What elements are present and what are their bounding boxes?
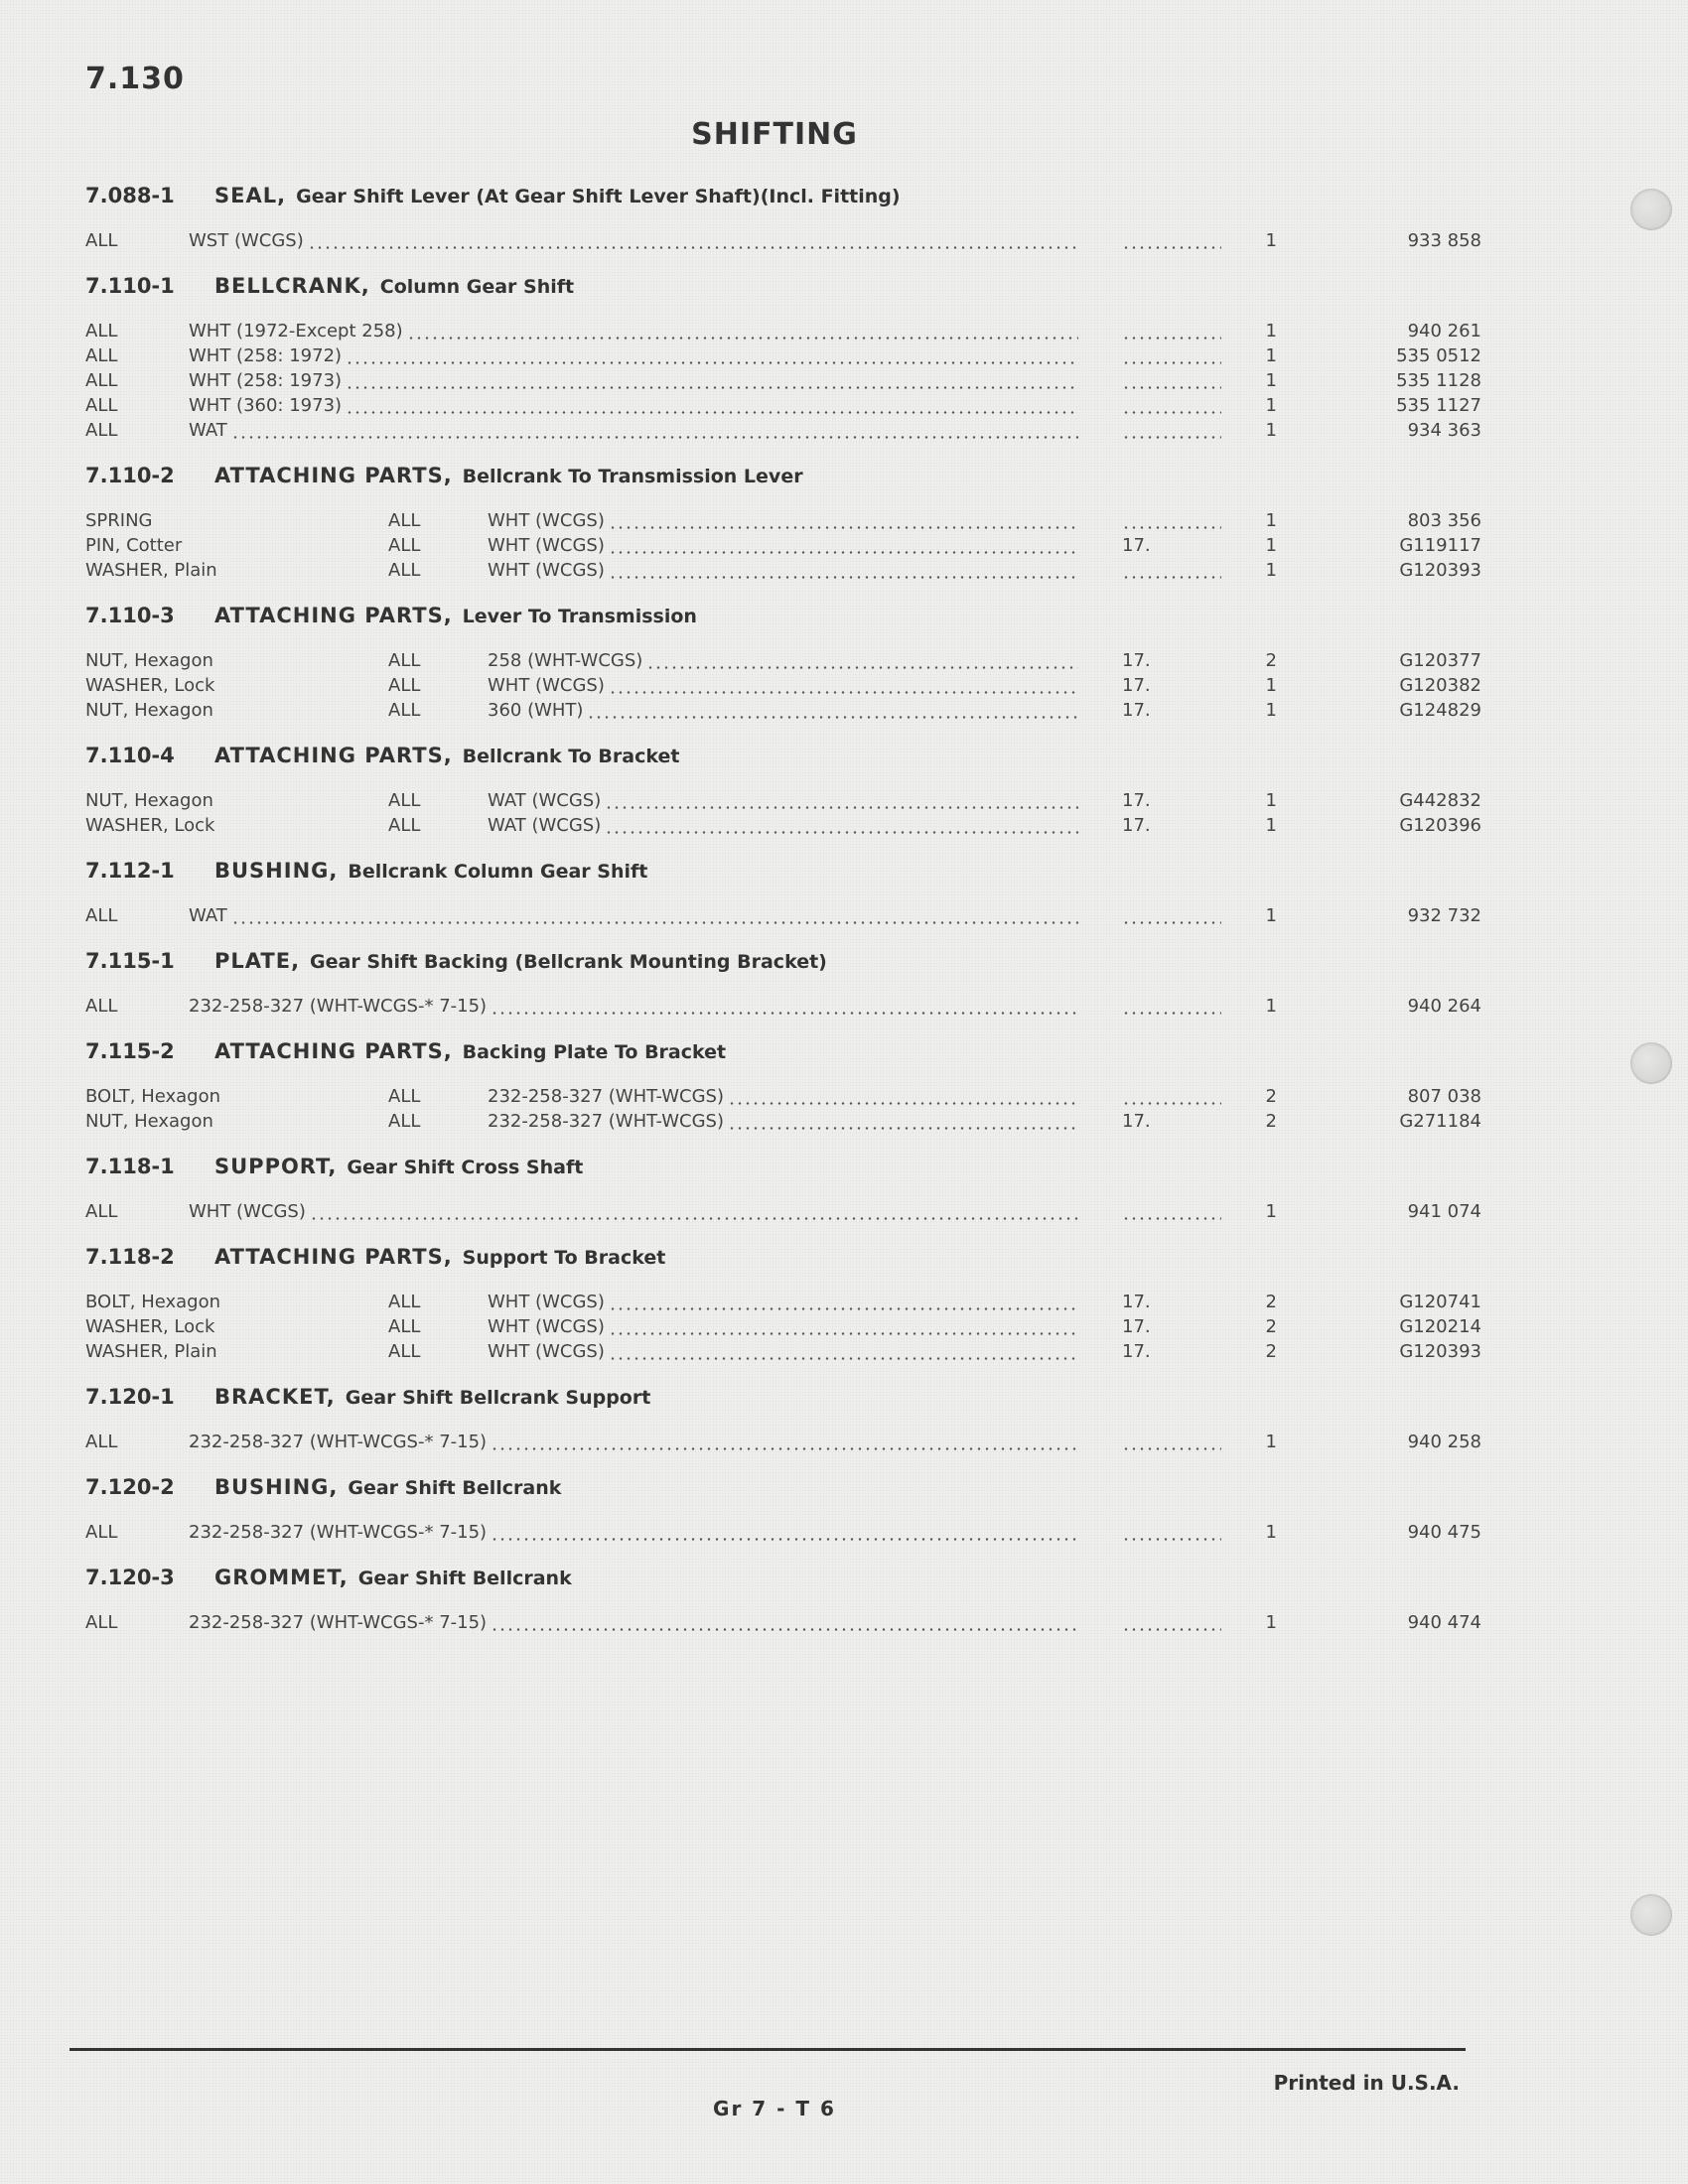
part-application: WAT [189,905,227,926]
part-number: G124829 [1399,700,1481,721]
part-number: 934 363 [1407,420,1481,441]
parts-section [85,597,1481,723]
leader-dots [609,576,1078,579]
leader-dots [609,691,1078,694]
part-model: ALL [85,230,118,251]
section-description: Gear Shift Lever (At Gear Shift Lever Shaft)(Incl. Fitting) [296,186,901,207]
part-row [85,1109,1481,1134]
part-row [85,1290,1481,1314]
parts-section [85,1378,1481,1454]
section-heading [85,597,1406,634]
quantity: 1 [1265,510,1277,531]
section-name: BRACKET, [214,1385,336,1409]
part-model: ALL [85,345,118,366]
part-application: WHT (WCGS) [488,560,605,581]
part-application: WAT (WCGS) [488,790,602,811]
section-code: 7.120-1 [85,1385,175,1409]
parts-section [85,1032,1481,1134]
part-number: 941 074 [1407,1201,1481,1222]
part-name: WASHER, Plain [85,1341,217,1362]
part-model: ALL [388,675,421,696]
part-name: NUT, Hexagon [85,700,213,721]
parts-section [85,1238,1481,1364]
quantity: 1 [1265,1612,1277,1633]
part-row [85,393,1481,418]
part-name: BOLT, Hexagon [85,1086,221,1107]
section-heading [85,1468,1406,1506]
section-code: 7.120-3 [85,1566,175,1589]
part-model: ALL [85,321,118,341]
part-number: G120396 [1399,815,1481,836]
leader-dots [609,1307,1078,1310]
reference-number: 17. [1122,700,1151,721]
part-number: 932 732 [1407,905,1481,926]
leader-dots [346,361,1078,364]
quantity: 1 [1265,420,1277,441]
parts-section [85,177,1481,253]
part-application: WHT (WCGS) [488,1316,605,1337]
quantity: 1 [1265,370,1277,391]
part-row [85,1430,1481,1454]
part-application: 232-258-327 (WHT-WCGS) [488,1086,725,1107]
part-number: 807 038 [1407,1086,1481,1107]
part-name: BOLT, Hexagon [85,1292,221,1312]
quantity: 1 [1265,395,1277,416]
leader-dots [1122,1447,1221,1450]
part-model: ALL [388,790,421,811]
leader-dots [609,526,1078,529]
part-name: WASHER, Lock [85,815,215,836]
section-description: Gear Shift Backing (Bellcrank Mounting Bracket) [310,951,827,973]
part-application: WHT (258: 1972) [189,345,343,366]
part-model: ALL [85,905,118,926]
part-number: 940 258 [1407,1432,1481,1452]
leader-dots [1122,1538,1221,1541]
quantity: 1 [1265,996,1277,1017]
part-number: 940 261 [1407,321,1481,341]
part-number: 933 858 [1407,230,1481,251]
section-description: Gear Shift Bellcrank Support [345,1387,651,1409]
part-row [85,1339,1481,1364]
part-row [85,813,1481,838]
leader-dots [491,1012,1078,1015]
leader-dots [587,716,1078,719]
part-model: ALL [388,650,421,671]
leader-dots [1122,921,1221,924]
section-code: 7.110-2 [85,464,175,487]
part-application: WST (WCGS) [189,230,304,251]
section-heading [85,1559,1406,1596]
section-code: 7.118-2 [85,1245,175,1269]
part-name: WASHER, Lock [85,675,215,696]
part-number: 535 0512 [1396,345,1481,366]
leader-dots [346,386,1078,389]
part-name: PIN, Cotter [85,535,183,556]
part-row [85,1084,1481,1109]
part-row [85,508,1481,533]
leader-dots [1122,361,1221,364]
reference-number: 17. [1122,1341,1151,1362]
section-code: 7.110-1 [85,274,175,298]
part-application: 232-258-327 (WHT-WCGS-* 7-15) [189,1612,488,1633]
quantity: 1 [1265,321,1277,341]
section-name: SEAL, [214,184,287,207]
parts-section [85,852,1481,928]
quantity: 1 [1265,1201,1277,1222]
quantity: 1 [1265,1432,1277,1452]
part-model: ALL [388,560,421,581]
part-number: 940 475 [1407,1522,1481,1543]
part-row [85,368,1481,393]
part-model: ALL [85,1522,118,1543]
part-row [85,1610,1481,1635]
section-code: 7.120-2 [85,1475,175,1499]
part-application: WHT (1972-Except 258) [189,321,403,341]
reference-number: 17. [1122,535,1151,556]
part-row [85,994,1481,1019]
quantity: 1 [1265,560,1277,581]
leader-dots [491,1447,1078,1450]
part-application: 232-258-327 (WHT-WCGS-* 7-15) [189,1522,488,1543]
leader-dots [728,1102,1078,1105]
quantity: 1 [1265,815,1277,836]
parts-section [85,267,1481,443]
part-row [85,698,1481,723]
part-number: G119117 [1399,535,1481,556]
quantity: 1 [1265,230,1277,251]
section-heading [85,1032,1406,1070]
quantity: 1 [1265,905,1277,926]
part-row [85,343,1481,368]
leader-dots [407,337,1078,340]
part-model: ALL [388,1292,421,1312]
part-name: NUT, Hexagon [85,790,213,811]
part-model: ALL [85,1432,118,1452]
leader-dots [1122,1012,1221,1015]
part-number: 535 1127 [1396,395,1481,416]
parts-section [85,457,1481,583]
section-name: SUPPORT, [214,1155,338,1178]
section-description: Gear Shift Bellcrank [357,1568,572,1589]
leader-dots [1122,411,1221,414]
part-row [85,319,1481,343]
part-name: SPRING [85,510,153,531]
parts-section [85,1148,1481,1224]
part-row [85,533,1481,558]
part-name: WASHER, Lock [85,1316,215,1337]
section-description: Backing Plate To Bracket [462,1041,727,1063]
part-row [85,673,1481,698]
leader-dots [646,666,1078,669]
part-row [85,788,1481,813]
quantity: 2 [1265,1292,1277,1312]
quantity: 1 [1265,1522,1277,1543]
section-name: BUSHING, [214,859,339,883]
part-application: WHT (WCGS) [488,1341,605,1362]
section-description: Lever To Transmission [462,606,697,627]
reference-number: 17. [1122,790,1151,811]
footer-rule [70,2048,1466,2051]
part-number: G120377 [1399,650,1481,671]
section-code: 7.110-3 [85,604,175,627]
part-row [85,648,1481,673]
part-model: ALL [85,370,118,391]
leader-dots [1122,1217,1221,1220]
parts-section [85,1559,1481,1635]
leader-dots [609,1357,1078,1360]
section-name: BUSHING, [214,1475,339,1499]
part-number: 940 474 [1407,1612,1481,1633]
section-name: ATTACHING PARTS, [214,1245,453,1269]
reference-number: 17. [1122,815,1151,836]
part-model: ALL [85,395,118,416]
part-application: 232-258-327 (WHT-WCGS-* 7-15) [189,996,488,1017]
part-application: 232-258-327 (WHT-WCGS) [488,1111,725,1132]
section-code: 7.110-4 [85,744,175,767]
parts-section [85,737,1481,838]
part-row [85,228,1481,253]
section-description: Bellcrank Column Gear Shift [348,861,648,883]
leader-dots [1122,1628,1221,1631]
leader-dots [605,831,1078,834]
part-name: WASHER, Plain [85,560,217,581]
reference-number: 17. [1122,1316,1151,1337]
section-heading [85,177,1406,214]
part-application: WHT (WCGS) [488,675,605,696]
part-row [85,1199,1481,1224]
part-number: 940 264 [1407,996,1481,1017]
part-row [85,1520,1481,1545]
part-row [85,1314,1481,1339]
part-number: 535 1128 [1396,370,1481,391]
quantity: 2 [1265,1341,1277,1362]
part-application: WHT (WCGS) [488,510,605,531]
section-heading [85,1378,1406,1416]
part-model: ALL [388,815,421,836]
part-number: G120214 [1399,1316,1481,1337]
part-application: WHT (WCGS) [488,1292,605,1312]
part-application: WAT (WCGS) [488,815,602,836]
leader-dots [231,436,1078,439]
section-code: 7.112-1 [85,859,175,883]
section-code: 7.088-1 [85,184,175,207]
leader-dots [231,921,1078,924]
section-heading [85,942,1406,980]
leader-dots [728,1127,1078,1130]
part-model: ALL [85,1612,118,1633]
quantity: 1 [1265,535,1277,556]
section-heading [85,1238,1406,1276]
section-description: Support To Bracket [462,1247,666,1269]
part-row [85,903,1481,928]
part-application: 258 (WHT-WCGS) [488,650,643,671]
reference-number: 17. [1122,1292,1151,1312]
section-name: ATTACHING PARTS, [214,1039,453,1063]
part-model: ALL [388,535,421,556]
part-application: 360 (WHT) [488,700,584,721]
section-code: 7.118-1 [85,1155,175,1178]
section-description: Gear Shift Cross Shaft [347,1157,584,1178]
section-description: Bellcrank To Bracket [462,746,680,767]
part-number: G120393 [1399,1341,1481,1362]
part-model: ALL [388,700,421,721]
part-number: G120393 [1399,560,1481,581]
leader-dots [1122,436,1221,439]
part-model: ALL [85,420,118,441]
leader-dots [609,551,1078,554]
parts-list [85,177,1481,1649]
quantity: 1 [1265,675,1277,696]
part-number: G442832 [1399,790,1481,811]
reference-number: 17. [1122,675,1151,696]
part-number: 803 356 [1407,510,1481,531]
part-model: ALL [388,1341,421,1362]
section-name: ATTACHING PARTS, [214,464,453,487]
part-application: WAT [189,420,227,441]
part-model: ALL [388,1086,421,1107]
leader-dots [605,806,1078,809]
section-heading [85,852,1406,889]
part-model: ALL [388,1111,421,1132]
quantity: 2 [1265,1086,1277,1107]
leader-dots [1122,246,1221,249]
section-name: GROMMET, [214,1566,349,1589]
section-heading [85,267,1406,305]
printed-note: Printed in U.S.A. [1273,2071,1460,2095]
section-code: 7.115-1 [85,949,175,973]
part-application: WHT (360: 1973) [189,395,343,416]
page-title: SHIFTING [691,117,858,152]
section-description: Bellcrank To Transmission Lever [462,466,803,487]
part-name: NUT, Hexagon [85,1111,213,1132]
quantity: 1 [1265,345,1277,366]
section-heading [85,457,1406,494]
parts-section [85,1468,1481,1545]
section-name: ATTACHING PARTS, [214,604,453,627]
leader-dots [1122,526,1221,529]
binder-hole-icon [1630,1894,1672,1936]
leader-dots [491,1628,1078,1631]
part-row [85,558,1481,583]
quantity: 2 [1265,1111,1277,1132]
quantity: 1 [1265,790,1277,811]
leader-dots [609,1332,1078,1335]
quantity: 2 [1265,1316,1277,1337]
part-name: NUT, Hexagon [85,650,213,671]
part-model: ALL [388,510,421,531]
leader-dots [491,1538,1078,1541]
leader-dots [1122,576,1221,579]
binder-hole-icon [1630,189,1672,230]
parts-section [85,942,1481,1019]
quantity: 1 [1265,700,1277,721]
part-model: ALL [388,1316,421,1337]
part-application: WHT (WCGS) [488,535,605,556]
part-number: G120382 [1399,675,1481,696]
section-name: BELLCRANK, [214,274,370,298]
leader-dots [1122,337,1221,340]
part-model: ALL [85,996,118,1017]
section-name: PLATE, [214,949,301,973]
leader-dots [308,246,1078,249]
leader-dots [310,1217,1078,1220]
group-code: Gr 7 - T 6 [713,2097,836,2120]
part-model: ALL [85,1201,118,1222]
part-row [85,418,1481,443]
page-number: 7.130 [85,62,185,96]
section-description: Gear Shift Bellcrank [348,1477,562,1499]
section-code: 7.115-2 [85,1039,175,1063]
part-application: WHT (258: 1973) [189,370,343,391]
part-application: WHT (WCGS) [189,1201,306,1222]
reference-number: 17. [1122,650,1151,671]
reference-number: 17. [1122,1111,1151,1132]
leader-dots [346,411,1078,414]
section-heading [85,737,1406,774]
part-application: 232-258-327 (WHT-WCGS-* 7-15) [189,1432,488,1452]
section-name: ATTACHING PARTS, [214,744,453,767]
leader-dots [1122,386,1221,389]
part-number: G271184 [1399,1111,1481,1132]
binder-hole-icon [1630,1042,1672,1084]
quantity: 2 [1265,650,1277,671]
section-heading [85,1148,1406,1185]
section-description: Column Gear Shift [379,276,575,298]
leader-dots [1122,1102,1221,1105]
part-number: G120741 [1399,1292,1481,1312]
